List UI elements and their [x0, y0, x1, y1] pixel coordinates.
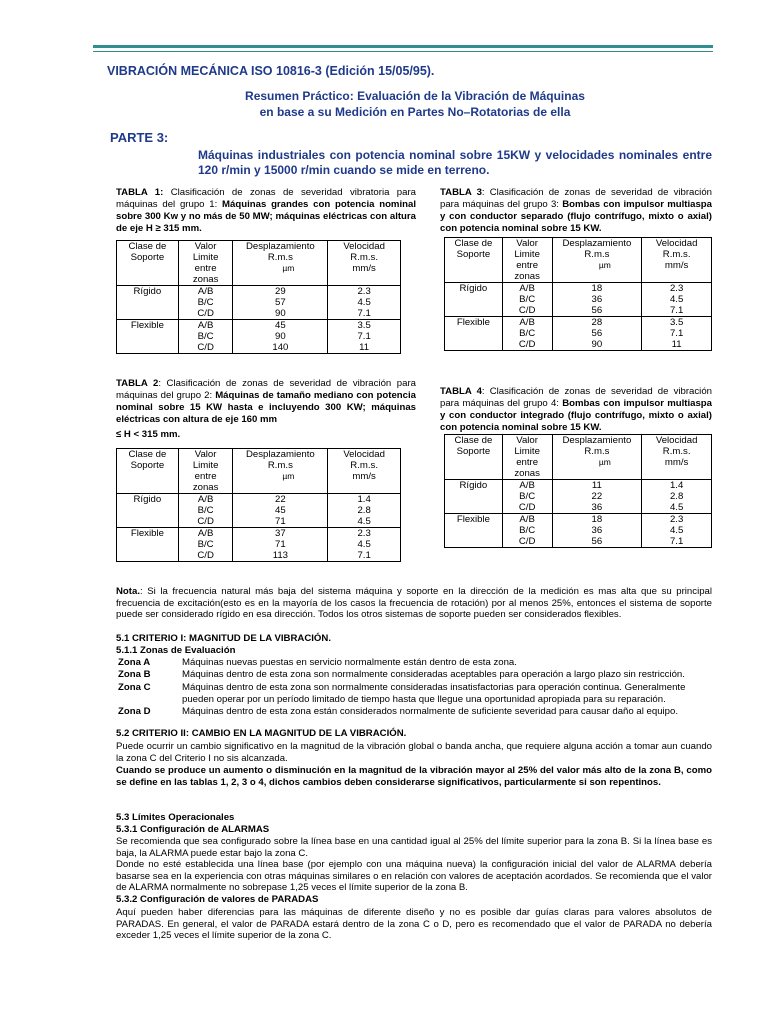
- header-line: entre: [516, 457, 539, 468]
- header-line: Desplazamiento: [245, 449, 315, 460]
- header-line: Limite: [192, 252, 219, 263]
- header-line: mm/s: [664, 457, 689, 468]
- cell-value: C/D: [197, 516, 214, 527]
- header-line: R.m.s: [267, 252, 293, 263]
- header-rule-thin: [93, 51, 713, 52]
- tabla2-table: [116, 448, 401, 562]
- cell-value: 45: [275, 320, 286, 331]
- cell-value: C/D: [518, 305, 536, 316]
- table-row: [117, 528, 401, 562]
- header-line: Desplazamiento: [245, 241, 315, 252]
- header-line: Clase de: [128, 449, 167, 460]
- zone-cell: [502, 317, 552, 351]
- header-line: Clase de: [454, 238, 493, 249]
- header-line: mm/s: [352, 471, 376, 482]
- tabla1-caption: [116, 187, 416, 235]
- table-header-row: [117, 241, 401, 286]
- disp-cell: [552, 317, 642, 351]
- section-5-3-1-title: 5.3.1 Configuración de ALARMAS: [116, 824, 270, 835]
- support-cell: [117, 286, 179, 320]
- cell-value: Rígido: [133, 494, 162, 505]
- header-line: Clase de: [454, 435, 493, 446]
- header-line: zonas: [514, 468, 540, 479]
- cell-value: 2.8: [669, 491, 684, 502]
- header-unit: µm: [282, 263, 295, 273]
- cell-value: 11: [591, 480, 602, 491]
- cell-value: 36: [591, 525, 603, 536]
- cell-value: 90: [275, 331, 286, 342]
- zone-a-text: Máquinas nuevas puestas en servicio normalmente están dentro de esta zona.: [182, 657, 517, 668]
- header-unit: µm: [282, 471, 295, 481]
- zone-cell: [502, 283, 552, 317]
- cell-value: 28: [591, 317, 603, 328]
- table-row: [445, 317, 712, 351]
- cell-value: 36: [591, 294, 603, 305]
- header-line: R.m.s.: [662, 249, 691, 260]
- cell-value: B/C: [197, 505, 214, 516]
- header-desplazamiento: [552, 435, 642, 480]
- vel-cell: [642, 317, 712, 351]
- header-line: mm/s: [352, 263, 376, 274]
- header-line: Clase de: [128, 241, 167, 252]
- cell-value: 140: [272, 342, 289, 353]
- header-line: zonas: [192, 274, 219, 285]
- header-line: Valor: [194, 241, 217, 252]
- cell-value: Flexible: [130, 320, 164, 331]
- cell-value: 29: [275, 286, 286, 297]
- header-line: zonas: [514, 271, 540, 282]
- zone-cell: [502, 480, 552, 514]
- header-line: Limite: [514, 446, 540, 457]
- disp-cell: [233, 494, 328, 528]
- header-rule-thick: [93, 45, 713, 48]
- tabla2-text: : Clasificación de zonas de severidad de vibración para máquinas del grupo 2:: [116, 378, 416, 401]
- cell-value: C/D: [518, 339, 536, 350]
- subtitle-line-1: Resumen Práctico: Evaluación de la Vibración de Máquinas: [245, 89, 585, 103]
- table-header-row: [445, 435, 712, 480]
- header-line: entre: [516, 260, 539, 271]
- header-clase-soporte: [445, 435, 503, 480]
- cell-value: 4.5: [669, 294, 684, 305]
- cell-value: 2.8: [357, 505, 371, 516]
- cell-value: A/B: [197, 320, 214, 331]
- cell-value: A/B: [197, 286, 214, 297]
- vel-cell: [642, 283, 712, 317]
- tabla4-caption: [440, 386, 712, 434]
- tabla3-caption: [440, 187, 712, 235]
- header-line: entre: [194, 263, 217, 274]
- support-cell: [117, 528, 179, 562]
- vel-cell: [642, 514, 712, 548]
- cell-value: 90: [591, 339, 603, 350]
- cell-value: 4.5: [357, 516, 371, 527]
- header-valor-limite: [502, 435, 552, 480]
- cell-value: 1.4: [669, 480, 684, 491]
- support-cell: [117, 320, 179, 354]
- tabla2-tail: ≤ H < 315 mm.: [116, 429, 181, 440]
- cell-value: 7.1: [357, 308, 371, 319]
- disp-cell: [233, 320, 328, 354]
- cell-value: 45: [275, 505, 286, 516]
- cell-value: Rígido: [459, 480, 488, 491]
- header-clase-soporte: [445, 238, 503, 283]
- cell-value: B/C: [519, 328, 536, 339]
- cell-value: 7.1: [669, 328, 684, 339]
- tabla1-label: TABLA 1:: [116, 187, 164, 198]
- header-unit: µm: [598, 457, 611, 467]
- disp-cell: [552, 514, 642, 548]
- document-title: VIBRACIÓN MECÁNICA ISO 10816-3 (Edición 15/05/95).: [107, 64, 435, 78]
- vel-cell: [328, 494, 401, 528]
- header-clase-soporte: [117, 449, 179, 494]
- header-line: Limite: [192, 460, 219, 471]
- nota-label: Nota.: [116, 586, 140, 597]
- header-line: Velocidad: [343, 241, 385, 252]
- zone-d-text: Máquinas dentro de esta zona están considerados normalmente de suficiente severidad para causar daño al equipo.: [182, 706, 678, 717]
- header-line: Valor: [516, 435, 538, 446]
- cell-value: 2.3: [669, 283, 684, 294]
- parte-label: PARTE 3:: [110, 130, 169, 145]
- cell-value: 4.5: [357, 539, 371, 550]
- section-5-2-title: 5.2 CRITERIO II: CAMBIO EN LA MAGNITUD DE LA VIBRACIÓN.: [116, 728, 407, 739]
- header-line: Soporte: [456, 446, 491, 457]
- zone-cell: [178, 528, 233, 562]
- section-5-3-2-paragraph: Aquí pueden haber diferencias para las máquinas de diferente diseño y no es posible dar guías claras para valores absolutos de PARADAS. En general, el valor de PARADA estará dentro de la zona C o D, pero es recomendado que el valor de PARADA no debería exceder 1,25 veces el límite superior de la zona C.: [116, 907, 712, 942]
- cell-value: 7.1: [669, 305, 684, 316]
- cell-value: A/B: [519, 317, 535, 328]
- header-line: Velocidad: [655, 238, 698, 249]
- cell-value: C/D: [197, 308, 214, 319]
- parte-description: Máquinas industriales con potencia nominal sobre 15KW y velocidades nominales entre 120 r/min y 15000 r/min cuando se mide en terreno.: [198, 148, 712, 177]
- zone-cell: [178, 494, 233, 528]
- subtitle-line-2: en base a su Medición en Partes No–Rotatorias de ella: [259, 105, 571, 119]
- cell-value: Rígido: [459, 283, 488, 294]
- cell-value: 113: [272, 550, 289, 561]
- zone-b-text: Máquinas dentro de esta zona son normalmente consideradas aceptables para operación a largo plazo sin restricción.: [182, 669, 685, 680]
- header-line: R.m.s: [584, 446, 610, 457]
- header-line: Velocidad: [343, 449, 385, 460]
- cell-value: 18: [591, 283, 603, 294]
- header-line: Limite: [514, 249, 540, 260]
- tabla1-text: Clasificación de zonas de severidad vibratoria para máquinas del grupo 1:: [116, 187, 416, 210]
- tabla3-label: TABLA 3: [440, 187, 482, 198]
- header-line: Desplazamiento: [562, 435, 632, 446]
- tabla2-bold: Máquinas de tamaño mediano con potencia nominal sobre 15 KW hasta e incluyendo 300 KW; máquinas eléctricas con altura de eje 160 mm: [116, 390, 416, 425]
- disp-cell: [552, 283, 642, 317]
- header-line: mm/s: [664, 260, 689, 271]
- cell-value: A/B: [197, 528, 214, 539]
- cell-value: C/D: [197, 550, 214, 561]
- cell-value: 56: [591, 305, 603, 316]
- cell-value: 1.4: [357, 494, 371, 505]
- cell-value: 71: [275, 539, 286, 550]
- header-line: R.m.s.: [350, 460, 378, 471]
- cell-value: 90: [275, 308, 286, 319]
- header-velocidad: [328, 449, 401, 494]
- vel-cell: [328, 528, 401, 562]
- header-line: zonas: [192, 482, 219, 493]
- cell-value: 4.5: [357, 297, 371, 308]
- vel-cell: [328, 286, 401, 320]
- header-line: R.m.s: [584, 249, 610, 260]
- cell-value: B/C: [197, 539, 214, 550]
- section-5-2-paragraph-2: Cuando se produce un aumento o disminución en la magnitud de la vibración mayor al 25% del valor más alto de la zona B, como se define en las tablas 1, 2, 3 o 4, dichos cambios deben considerarse significativos, particularmente si son repentinos.: [116, 765, 712, 788]
- section-5-3-2-title: 5.3.2 Configuración de valores de PARADAS: [116, 894, 319, 905]
- header-desplazamiento: [233, 241, 328, 286]
- cell-value: 71: [275, 516, 286, 527]
- table-row: [445, 514, 712, 548]
- header-desplazamiento: [233, 449, 328, 494]
- section-5-3-title: 5.3 Límites Operacionales: [116, 812, 235, 823]
- disp-cell: [233, 286, 328, 320]
- zone-c-label: Zona C: [118, 682, 151, 693]
- cell-value: C/D: [518, 502, 536, 513]
- header-velocidad: [642, 435, 712, 480]
- tabla3-text: : Clasificación de zonas de severidad de vibración para máquinas del grupo 3:: [440, 187, 712, 210]
- cell-value: 56: [591, 328, 603, 339]
- header-velocidad: [328, 241, 401, 286]
- disp-cell: [233, 528, 328, 562]
- cell-value: C/D: [518, 536, 536, 547]
- cell-value: 22: [275, 494, 286, 505]
- cell-value: A/B: [519, 283, 535, 294]
- header-line: Soporte: [456, 249, 491, 260]
- cell-value: 37: [275, 528, 286, 539]
- tabla2-caption: [116, 378, 416, 441]
- vel-cell: [328, 320, 401, 354]
- header-line: entre: [194, 471, 217, 482]
- header-valor-limite: [178, 449, 233, 494]
- cell-value: 11: [671, 339, 682, 350]
- nota-paragraph: [116, 586, 712, 621]
- zone-cell: [178, 286, 233, 320]
- header-line: R.m.s.: [662, 446, 691, 457]
- cell-value: Flexible: [456, 514, 490, 525]
- header-line: Soporte: [130, 252, 165, 263]
- cell-value: Rígido: [133, 286, 162, 297]
- header-unit: µm: [598, 260, 611, 270]
- cell-value: Flexible: [130, 528, 164, 539]
- tabla4-label: TABLA 4: [440, 386, 482, 397]
- zone-a-label: Zona A: [118, 657, 151, 668]
- table-row: [445, 283, 712, 317]
- zone-cell: [178, 320, 233, 354]
- section-5-1-title: 5.1 CRITERIO I: MAGNITUD DE LA VIBRACIÓN.: [116, 633, 331, 644]
- table-row: [445, 480, 712, 514]
- section-5-3-1-paragraph-2: Donde no esté establecida una línea base (por ejemplo con una máquina nueva) la configuración inicial del valor de ALARMA debería basarse sea en la experiencia con otras máquinas similares o en relación con valores de aceptación acordados. Se recomienda que el valor de ALARMA normalmente no sobrepase 1,25 veces el límite superior de la zona B.: [116, 859, 712, 894]
- header-valor-limite: [502, 238, 552, 283]
- cell-value: A/B: [197, 494, 214, 505]
- cell-value: 2.3: [357, 528, 371, 539]
- section-5-1-1-title: 5.1.1 Zonas de Evaluación: [116, 645, 236, 656]
- zone-c-text: Máquinas dentro de esta zona son normalmente consideradas insatisfactorias para operación continua. Generalmente pueden operar por un período limitado de tiempo hasta que llegue una oportunidad apropiada para su reparación.: [182, 682, 686, 705]
- header-line: Valor: [194, 449, 217, 460]
- table-header-row: [117, 449, 401, 494]
- tabla4-text: : Clasificación de zonas de severidad de vibración para máquinas del grupo 4:: [440, 386, 712, 409]
- cell-value: C/D: [197, 342, 214, 353]
- cell-value: 7.1: [669, 536, 684, 547]
- table-row: [117, 286, 401, 320]
- cell-value: 18: [591, 514, 603, 525]
- tabla1-bold: Máquinas grandes con potencia nominal sobre 300 Kw y no más de 50 MW; máquinas eléctricas con altura de eje H ≥ 315 mm.: [116, 199, 416, 234]
- cell-value: 7.1: [357, 550, 371, 561]
- section-5-3-1-paragraph-1: Se recomienda que sea configurado sobre la línea base en una cantidad igual al 25% del límite superior para la zona B. Si la línea base es baja, la ALARMA puede estar bajo la zona C.: [116, 836, 712, 859]
- cell-value: B/C: [519, 525, 536, 536]
- header-line: Velocidad: [655, 435, 698, 446]
- cell-value: A/B: [519, 480, 535, 491]
- cell-value: 56: [591, 536, 603, 547]
- header-line: R.m.s.: [350, 252, 378, 263]
- support-cell: [445, 283, 503, 317]
- cell-value: B/C: [519, 491, 536, 502]
- zone-b-label: Zona B: [118, 669, 151, 680]
- tabla3-bold: Bombas con impulsor multiaspa y con conductor separado (flujo contrífugo, mixto o axial) con potencia nominal sobre 15 KW.: [440, 199, 713, 234]
- header-clase-soporte: [117, 241, 179, 286]
- zone-cell: [502, 514, 552, 548]
- tabla2-label: TABLA 2: [116, 378, 159, 389]
- support-cell: [445, 514, 503, 548]
- nota-text: : Si la frecuencia natural más baja del sistema máquina y soporte en la dirección de la medición es mas alta que su principal frecuencia de excitación(esto es en la mayoría de los casos la frecuencia de rotación) por al menos 25%, entonces el sistema de soporte puede ser considerado rígido en esa dirección. Todos los otros sistemas de soporte pueden ser considerados flexibles.: [116, 586, 712, 621]
- table-header-row: [445, 238, 712, 283]
- tabla1-table: [116, 240, 401, 354]
- cell-value: 2.3: [669, 514, 684, 525]
- cell-value: 4.5: [669, 525, 684, 536]
- tabla3-table: [444, 237, 712, 351]
- support-cell: [445, 317, 503, 351]
- disp-cell: [552, 480, 642, 514]
- table-row: [117, 320, 401, 354]
- header-line: Desplazamiento: [562, 238, 632, 249]
- header-desplazamiento: [552, 238, 642, 283]
- cell-value: 7.1: [357, 331, 371, 342]
- section-5-2-paragraph-1: Puede ocurrir un cambio significativo en la magnitud de la vibración global o banda ancha, que requiere alguna acción a tomar aun cuando la zona C del Criterio I no sis alcanzada.: [116, 741, 712, 764]
- cell-value: A/B: [519, 514, 535, 525]
- header-line: R.m.s: [267, 460, 293, 471]
- cell-value: B/C: [519, 294, 536, 305]
- header-line: Valor: [516, 238, 538, 249]
- cell-value: B/C: [197, 297, 214, 308]
- cell-value: 11: [359, 342, 370, 353]
- cell-value: B/C: [197, 331, 214, 342]
- cell-value: Flexible: [456, 317, 490, 328]
- cell-value: 57: [275, 297, 286, 308]
- cell-value: 22: [591, 491, 603, 502]
- header-velocidad: [642, 238, 712, 283]
- table-row: [117, 494, 401, 528]
- tabla4-table: [444, 434, 712, 548]
- header-line: Soporte: [130, 460, 165, 471]
- cell-value: 3.5: [669, 317, 684, 328]
- zone-d-label: Zona D: [118, 706, 151, 717]
- header-valor-limite: [178, 241, 233, 286]
- cell-value: 3.5: [357, 320, 371, 331]
- document-subtitle: [150, 88, 680, 120]
- vel-cell: [642, 480, 712, 514]
- support-cell: [445, 480, 503, 514]
- cell-value: 2.3: [357, 286, 371, 297]
- cell-value: 36: [591, 502, 603, 513]
- support-cell: [117, 494, 179, 528]
- cell-value: 4.5: [669, 502, 684, 513]
- tabla4-bold: Bombas con impulsor multiaspa y con conductor integrado (flujo contrífugo, mixto o axial) con potencia nominal sobre 15 KW.: [440, 398, 713, 433]
